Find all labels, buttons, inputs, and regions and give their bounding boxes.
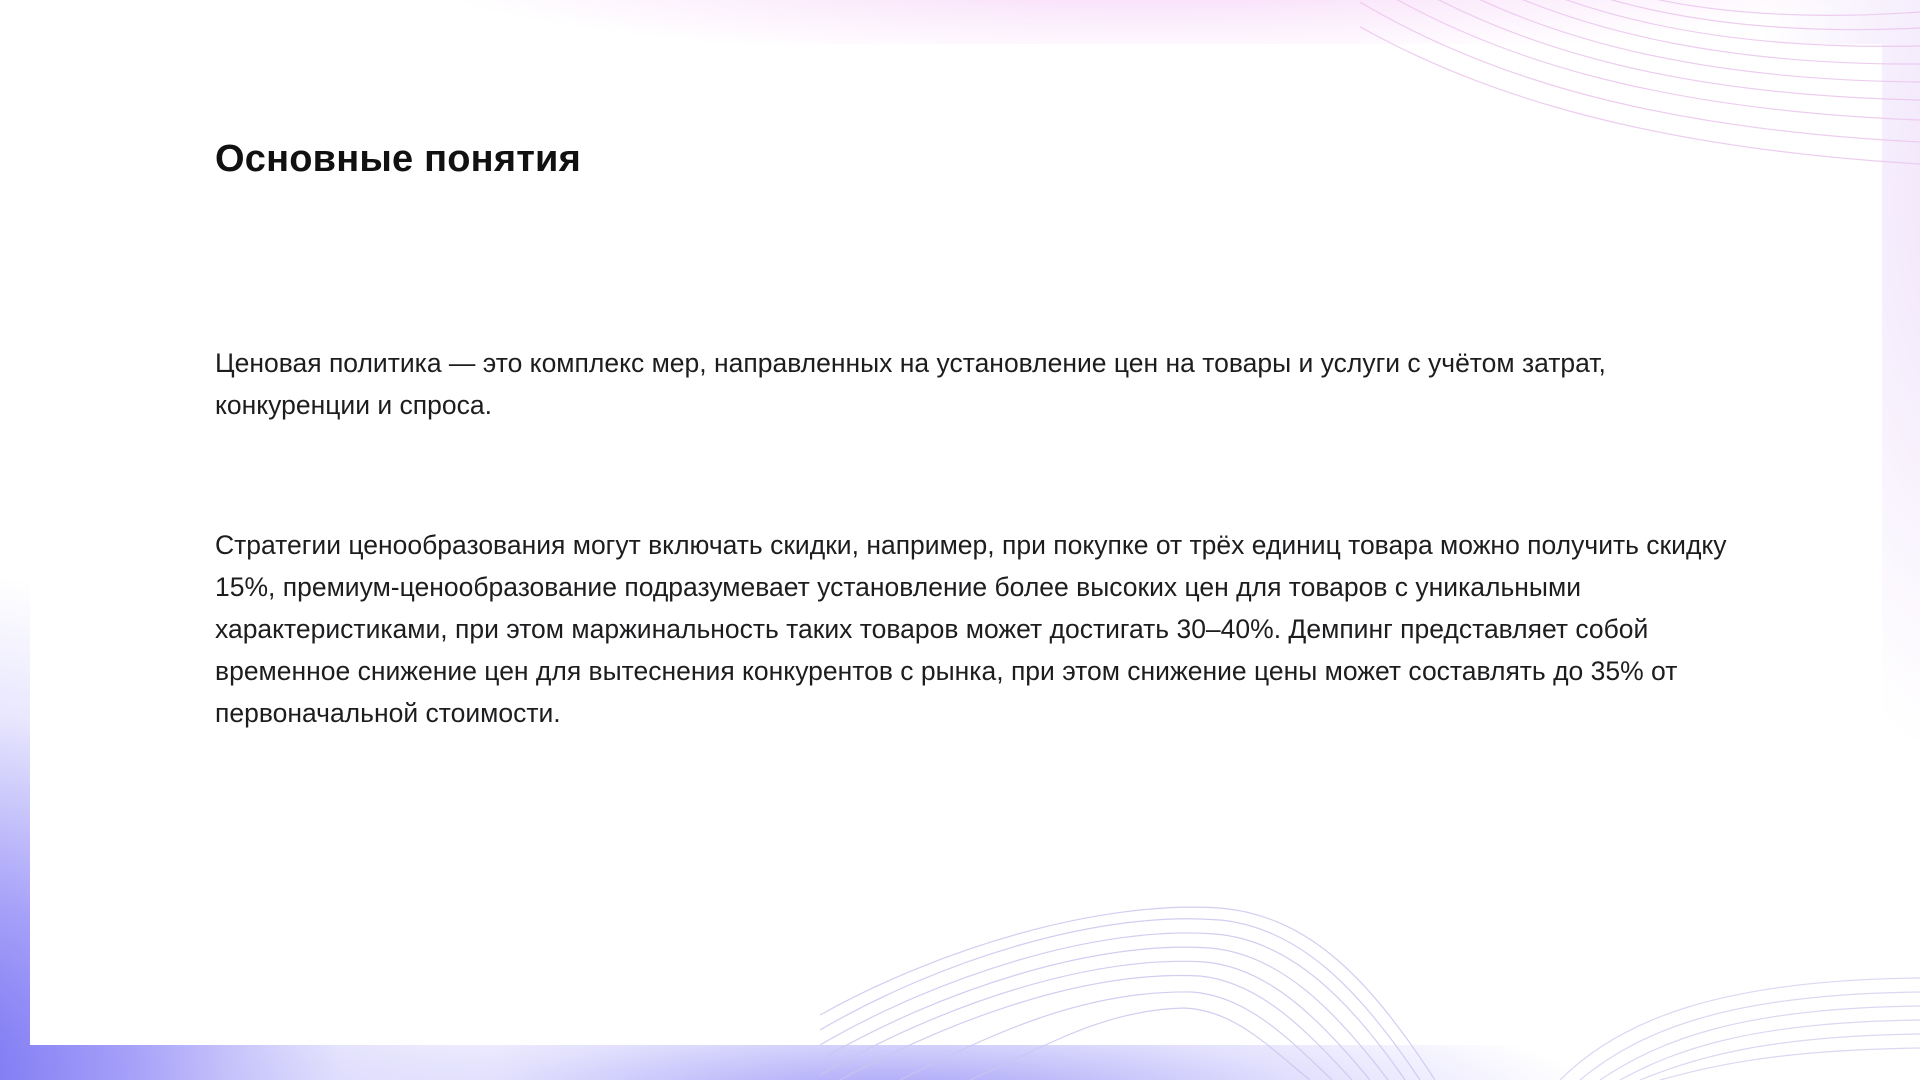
paragraph-pricing-policy: Ценовая политика — это комплекс мер, направленных на установление цен на товары и услуги с учётом затрат, конкуренции и спроса. [215, 348, 1606, 420]
paragraph-pricing-strategies: Стратегии ценообразования могут включать скидки, например, при покупке от трёх единиц товара можно получить скидку 15%, премиум-ценообразование подразумевает установление более высоких цен для товаров с уникальными характеристиками, при этом маржинальность таких товаров может достигать 30–40%. Демпинг представляет собой временное снижение цен для вытеснения конкурентов с рынка, при этом снижение цены может составлять до 35% от первоначальной стоимости. [215, 530, 1727, 728]
slide-title: Основные понятия [215, 138, 581, 180]
